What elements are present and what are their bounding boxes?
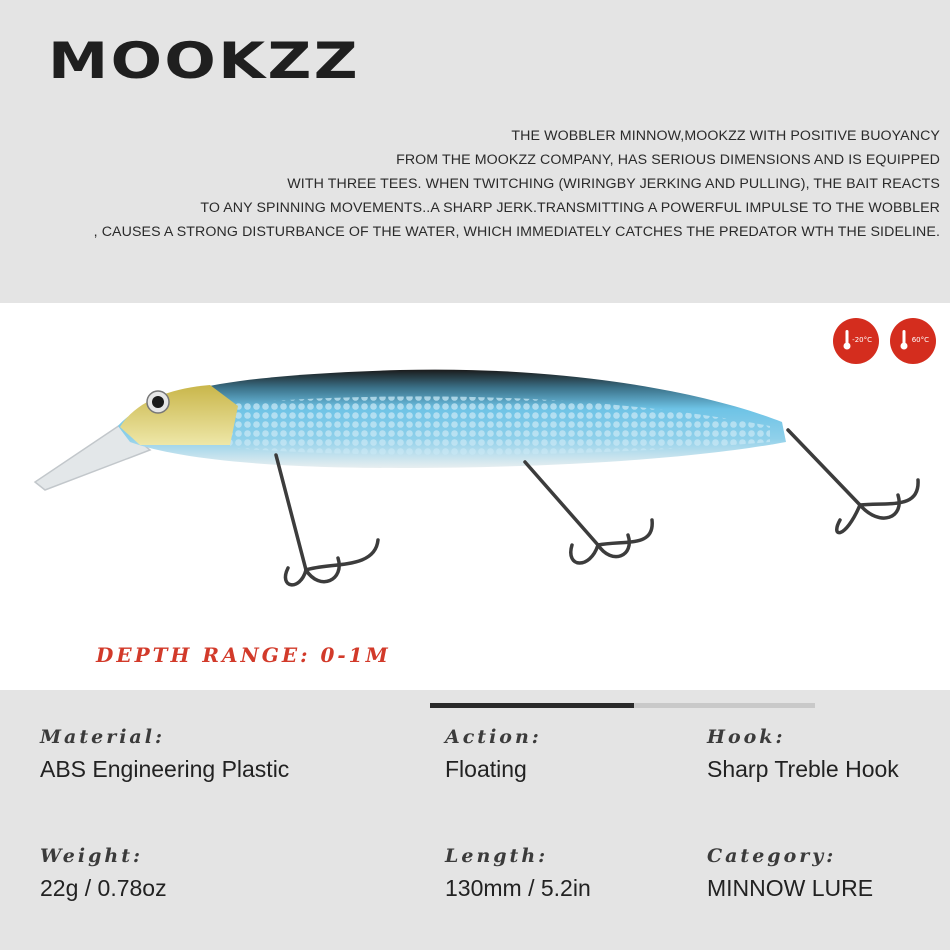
description-line: , CAUSES A STRONG DISTURBANCE OF THE WATER, WHICH IMMEDIATELY CATCHES THE PREDATOR WTH THE SIDELINE. — [93, 224, 940, 240]
description-line: WITH THREE TEES. WHEN TWITCHING (WIRINGBY JERKING AND PULLING), THE BAIT REACTS — [287, 176, 940, 192]
treble-hook-middle — [525, 462, 652, 563]
spec-value: Floating — [445, 756, 527, 782]
carousel-progress-bar[interactable] — [430, 703, 815, 708]
spec-material — [40, 726, 289, 783]
treble-hook-rear — [788, 430, 918, 533]
spec-value: MINNOW LURE — [707, 875, 874, 901]
spec-label: Weight: — [40, 845, 143, 867]
description-line: FROM THE MOOKZZ COMPANY, HAS SERIOUS DIMENSIONS AND IS EQUIPPED — [396, 152, 940, 168]
spec-value: 130mm / 5.2in — [445, 875, 591, 901]
treble-hook-front — [276, 455, 378, 585]
lure-head — [120, 385, 238, 445]
spec-value: ABS Engineering Plastic — [40, 756, 290, 782]
lure-image — [0, 330, 950, 630]
spec-label: Length: — [445, 845, 549, 867]
description-line: TO ANY SPINNING MOVEMENTS..A SHARP JERK.TRANSMITTING A POWERFUL IMPULSE TO THE WOBBLER — [200, 200, 940, 216]
product-description — [20, 124, 940, 244]
carousel-progress-fill — [430, 703, 634, 708]
spec-category — [707, 845, 873, 902]
spec-length — [445, 845, 591, 902]
hot-temperature-text: 60°C — [911, 336, 929, 344]
spec-hook — [707, 726, 899, 783]
logo-text: MOOKZZ — [48, 32, 360, 90]
spec-weight — [40, 845, 167, 902]
spec-label: Hook: — [707, 726, 786, 748]
spec-value: 22g / 0.78oz — [40, 875, 167, 901]
brand-logo — [48, 30, 368, 90]
description-line: THE WOBBLER MINNOW,MOOKZZ WITH POSITIVE BUOYANCY — [511, 128, 940, 144]
spec-value: Sharp Treble Hook — [707, 756, 899, 782]
spec-label: Material: — [40, 726, 165, 748]
cold-temperature-text: -20°C — [852, 336, 872, 344]
spec-action — [445, 726, 542, 783]
depth-range-label: DEPTH RANGE: 0-1M — [96, 643, 391, 667]
spec-label: Action: — [445, 726, 542, 748]
spec-label: Category: — [707, 845, 837, 867]
